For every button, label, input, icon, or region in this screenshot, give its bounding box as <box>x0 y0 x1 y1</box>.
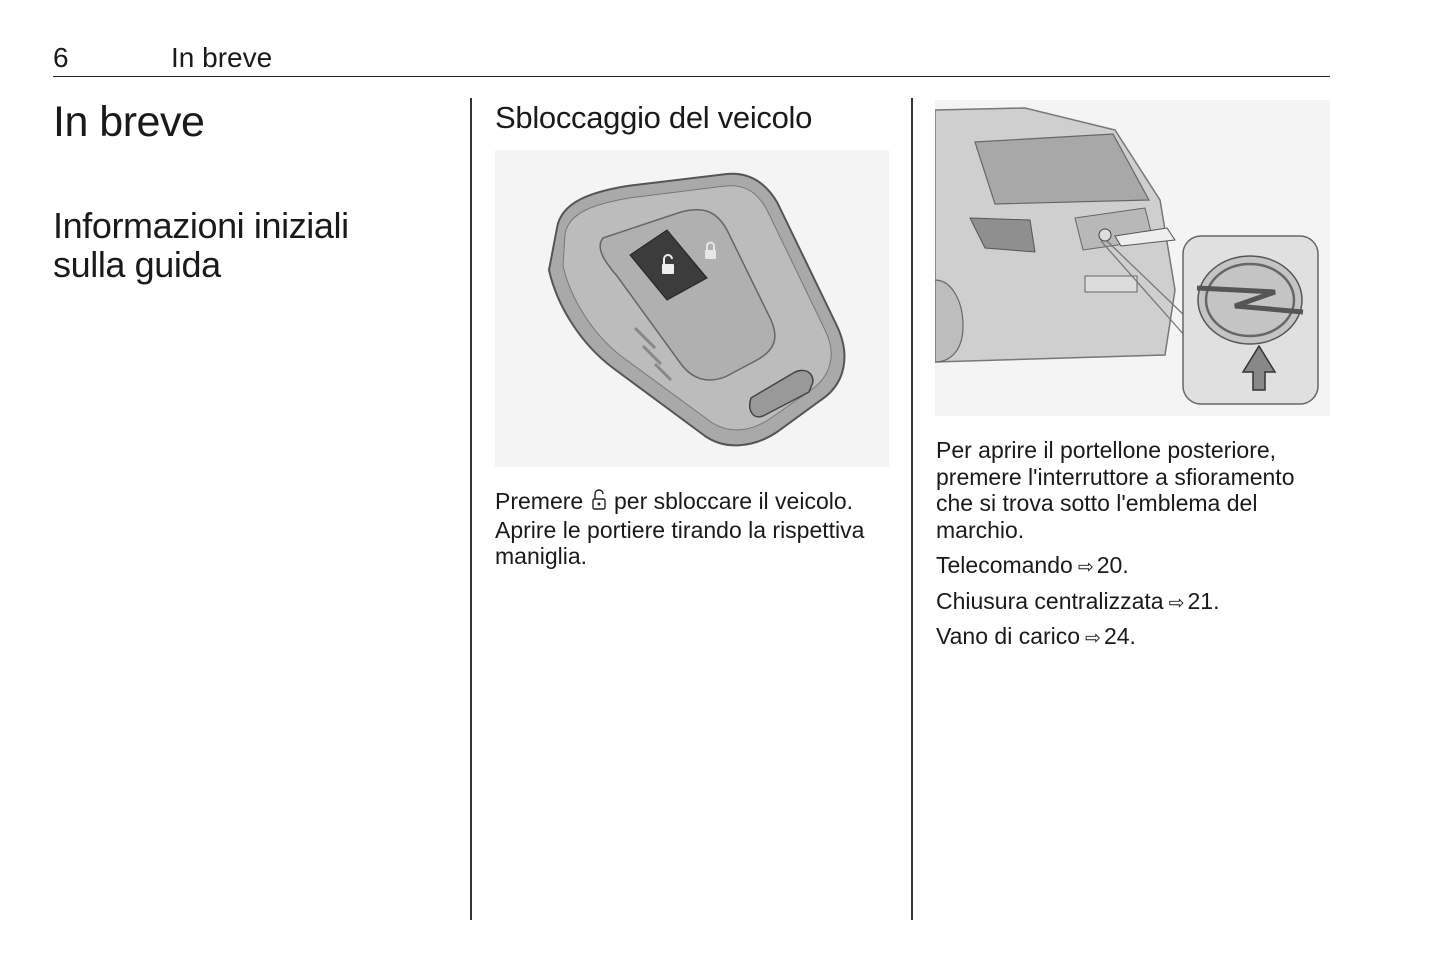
arrow-icon: ⇨ <box>1085 628 1101 649</box>
page-number: 6 <box>53 42 69 73</box>
section-title: Informazioni iniziali sulla guida <box>53 205 349 285</box>
unlock-icon <box>592 489 606 517</box>
cross-reference-remote[interactable]: Telecomando ⇨ 20. <box>936 552 1129 578</box>
column-divider-left <box>470 98 472 920</box>
arrow-icon: ⇨ <box>1168 593 1185 614</box>
cross-reference-load-compartment[interactable]: Vano di carico ⇨ 24. <box>936 623 1136 649</box>
car-tailgate-illustration <box>935 100 1330 416</box>
running-title: In breve <box>171 42 273 73</box>
page-header <box>53 40 1330 77</box>
tailgate-instructions: Per aprire il portellone posteriore, premere l'interruttore a sfioramento che si trova sotto l'emblema del marchio. <box>936 437 1295 543</box>
car-key-fob-illustration <box>495 150 889 467</box>
chapter-title: In breve <box>53 98 205 146</box>
column-divider-right <box>911 98 913 920</box>
unlock-instructions: Premere per sbloccare il veicolo. Aprire le portiere tirando la rispettiva maniglia. <box>495 488 865 569</box>
cross-reference-central-locking[interactable]: Chiusura centralizzata ⇨ 21. <box>936 588 1220 614</box>
subsection-title-unlocking: Sbloccaggio del veicolo <box>495 100 813 135</box>
arrow-icon: ⇨ <box>1077 557 1094 578</box>
